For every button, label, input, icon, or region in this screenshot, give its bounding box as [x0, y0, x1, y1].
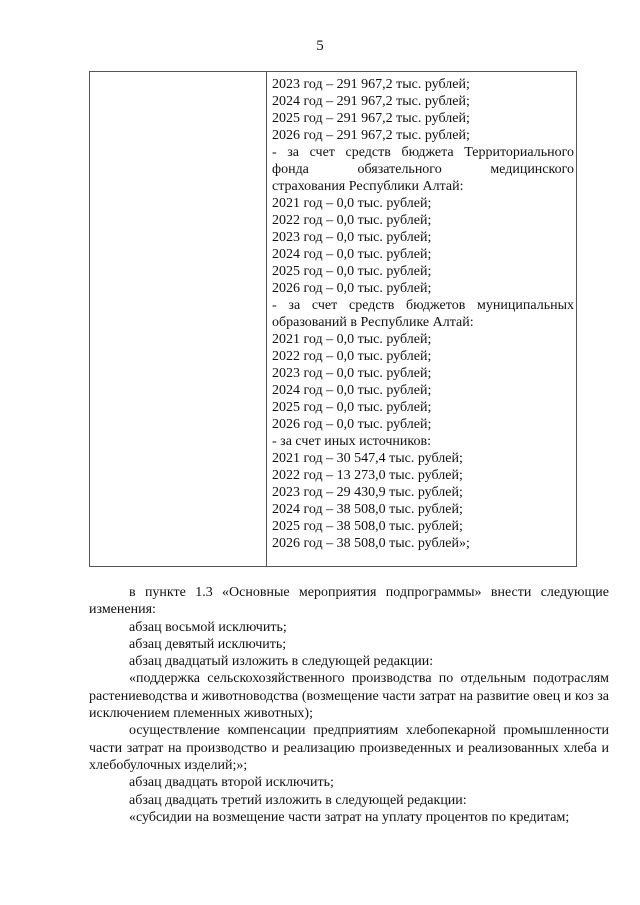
body-text: [89, 584, 609, 826]
funding-line: 2021 год – 0,0 тыс. рублей;: [272, 196, 432, 211]
funding-line: 2021 год – 30 547,4 тыс. рублей;: [272, 451, 463, 466]
funding-line: 2026 год – 0,0 тыс. рублей;: [272, 281, 432, 296]
paragraph: абзац двадцать второй исключить;: [129, 775, 334, 791]
page-number: 5: [316, 38, 324, 54]
funding-line: 2024 год – 0,0 тыс. рублей;: [272, 247, 432, 262]
funding-line: 2024 год – 38 508,0 тыс. рублей;: [272, 502, 463, 517]
funding-line: страхования Республики Алтай:: [272, 179, 464, 194]
paragraph: «субсидии на возмещение части затрат на уплату процентов по кредитам;: [129, 809, 570, 825]
funding-line: - за счет иных источников:: [272, 434, 431, 449]
paragraph: осуществление компенсации предприятиям хлебопекарной промышленности части затрат на производство и реализацию произведенных и реализованных хлеба и хлебобулочных изделий;»;: [89, 723, 609, 773]
funding-line: образований в Республике Алтай:: [272, 315, 474, 330]
paragraph: абзац двадцать третий изложить в следующей редакции:: [129, 792, 467, 808]
funding-cell: [272, 76, 574, 552]
funding-line: 2025 год – 291 967,2 тыс. рублей;: [272, 111, 470, 126]
funding-line: 2026 год – 38 508,0 тыс. рублей»;: [272, 536, 470, 551]
funding-line: 2022 год – 13 273,0 тыс. рублей;: [272, 468, 463, 483]
paragraph: абзац девятый исключить;: [129, 636, 287, 652]
funding-line: - за счет средств бюджетов муниципальных: [272, 298, 574, 313]
column-divider: [266, 72, 267, 566]
budget-table: [89, 71, 577, 567]
paragraph: в пункте 1.3 «Основные мероприятия подпрограммы» внести следующие изменения:: [89, 585, 609, 618]
funding-line: 2026 год – 0,0 тыс. рублей;: [272, 417, 432, 432]
funding-line: 2023 год – 0,0 тыс. рублей;: [272, 230, 432, 245]
funding-line: 2025 год – 0,0 тыс. рублей;: [272, 264, 432, 279]
funding-line: 2025 год – 0,0 тыс. рублей;: [272, 400, 432, 415]
funding-line: 2022 год – 0,0 тыс. рублей;: [272, 213, 432, 228]
funding-line: 2024 год – 291 967,2 тыс. рублей;: [272, 94, 470, 109]
funding-line: 2023 год – 29 430,9 тыс. рублей;: [272, 485, 463, 500]
paragraph: абзац двадцатый изложить в следующей редакции:: [129, 654, 434, 670]
funding-line: 2021 год – 0,0 тыс. рублей;: [272, 332, 432, 347]
funding-line: - за счет средств бюджета Территориального: [272, 145, 574, 160]
funding-line: 2025 год – 38 508,0 тыс. рублей;: [272, 519, 463, 534]
funding-line: 2026 год – 291 967,2 тыс. рублей;: [272, 128, 470, 143]
funding-line: 2023 год – 0,0 тыс. рублей;: [272, 366, 432, 381]
funding-line: 2023 год – 291 967,2 тыс. рублей;: [272, 77, 470, 92]
funding-line: 2022 год – 0,0 тыс. рублей;: [272, 349, 432, 364]
paragraph: «поддержка сельскохозяйственного производства по отдельным подотраслям растениеводства и животноводства (возмещение части затрат на развитие овец и коз за исключением племенных животных);: [89, 671, 609, 722]
funding-line: 2024 год – 0,0 тыс. рублей;: [272, 383, 432, 398]
funding-line: фонда обязательного медицинского: [272, 162, 574, 177]
paragraph: абзац восьмой исключить;: [129, 619, 287, 635]
